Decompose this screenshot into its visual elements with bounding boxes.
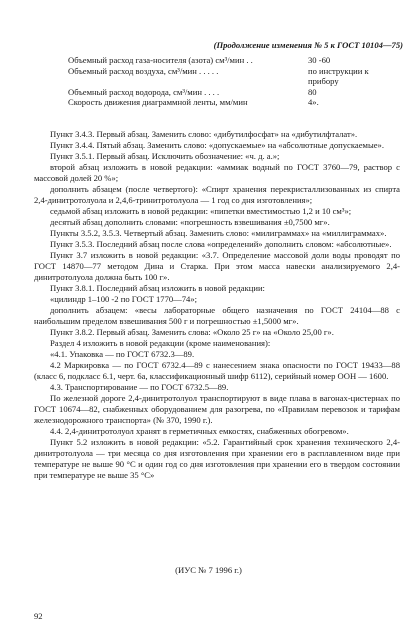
- paragraph: Пункт 3.5.3. Последний абзац после слова «определений» дополнить словом: «абсолютные».: [50, 239, 392, 249]
- paragraph: десятый абзац дополнить словами: «погрешность взвешивания ±0,7500 мг».: [50, 217, 330, 227]
- paragraph: 4.4. 2,4-динитротолуол хранят в герметичных емкостях, снабженных обогревом».: [50, 426, 349, 436]
- source-signature: (ИУС № 7 1996 г.): [175, 565, 242, 575]
- parameter-row: [68, 66, 398, 87]
- parameter-row: [68, 55, 398, 66]
- parameter-value: 30 -60: [308, 55, 331, 65]
- paragraph: второй абзац изложить в новой редакции: «аммиак водный по ГОСТ 3760—79, раствор с массовой долей 20 %»;: [34, 162, 400, 183]
- paragraph: Пункт 5.2 изложить в новой редакции: «5.2. Гарантийный срок хранения технического 2,4-динитротолуола — три месяца со дня изготовления при хранении его в расплавленном виде при температуре не выше 90 °С и один год со дня изготовления при хранении его в твердом состоянии при температуре не выше 35 °С»: [34, 437, 400, 480]
- parameter-row: [68, 87, 398, 98]
- parameter-value: 80: [308, 86, 317, 97]
- parameter-name: Скорость движения диаграммной ленты, мм/мин: [68, 97, 248, 108]
- paragraph: дополнить абзацем: «весы лабораторные общего назначения по ГОСТ 24104—88 с наибольшим пределом взвешивания 500 г и погрешностью ±1,5000 мг».: [34, 305, 400, 326]
- parameter-table: [68, 55, 398, 108]
- parameter-name: Объемный расход водорода, см³/мин . . . .: [68, 86, 220, 97]
- paragraph: Пункт 3.4.4. Пятый абзац. Заменить слово: «допускаемые» на «абсолютные допускаемые».: [50, 140, 384, 150]
- paragraph: дополнить абзацем (после четвертого): «Спирт хранения перекристаллизованных из спирта 2,4-динитротолуола и 2,4,6-тринитротолуола — 1 год со дня изготовления»;: [34, 184, 400, 205]
- parameter-name: Объемный расход воздуха, см³/мин . . . . .: [68, 65, 219, 76]
- paragraph: Пункт 3.8.1. Последний абзац изложить в новой редакции:: [50, 283, 265, 293]
- parameter-row: [68, 97, 398, 108]
- continuation-header: (Продолжение изменения № 5 к ГОСТ 10104—75): [213, 40, 403, 50]
- paragraph: 4.3. Транспортирование — по ГОСТ 6732.5—89.: [50, 382, 229, 392]
- paragraph: Пункт 3.7 изложить в новой редакции: «3.7. Определение массовой доли воды проводят по ГОСТ 14870—77 методом Дина и Старка. При этом масса навески анализируемого 2,4-динитротолуола должна быть 100 г».: [34, 250, 400, 282]
- parameter-name: Объемный расход газа-носителя (азота) см³/мин . .: [68, 55, 253, 65]
- document-body: [34, 129, 400, 481]
- paragraph: Пункт 3.4.3. Первый абзац. Заменить слово: «дибутилфосфат» на «дибутилфталат».: [50, 129, 358, 139]
- paragraph: «4.1. Упаковка — по ГОСТ 6732.3—89.: [50, 349, 195, 359]
- paragraph: Пункт 3.8.2. Первый абзац. Заменить слова: «Около 25 г» на «Около 25,00 г».: [50, 327, 334, 337]
- paragraph: 4.2 Маркировка — по ГОСТ 6732.4—89 с нанесением знака опасности по ГОСТ 19433—88 (класс 6, подкласс 6.1, черт. 6а, классификационный шифр 6112), серийный номер ООН — 1600.: [34, 360, 400, 381]
- paragraph: Пункт 3.5.1. Первый абзац. Исключить обозначение: «ч. д. а.»;: [50, 151, 280, 161]
- paragraph: «цилиндр 1–100 -2 по ГОСТ 1770—74»;: [50, 294, 198, 304]
- paragraph: седьмой абзац изложить в новой редакции: «пипетки вместимостью 1,2 и 10 см³»;: [50, 206, 352, 216]
- paragraph: Раздел 4 изложить в новой редакции (кроме наименования):: [50, 338, 271, 348]
- page-number: 92: [34, 611, 43, 621]
- parameter-value: по инструкции к прибору: [308, 65, 369, 87]
- parameter-value: 4».: [308, 97, 319, 108]
- paragraph: Пункты 3.5.2, 3.5.3. Четвертый абзац. Заменить слово: «милиграммах» на «миллиграммах».: [50, 228, 387, 238]
- paragraph: По железной дороге 2,4-динитротолуол транспортируют в виде плава в вагонах-цистернах по ГОСТ 10674—82, снабженных оборудованием для разогрева, по «Правилам перевозок и тарифам железнодорожного транспорта» (№ 370, 1990 г.).: [34, 393, 400, 425]
